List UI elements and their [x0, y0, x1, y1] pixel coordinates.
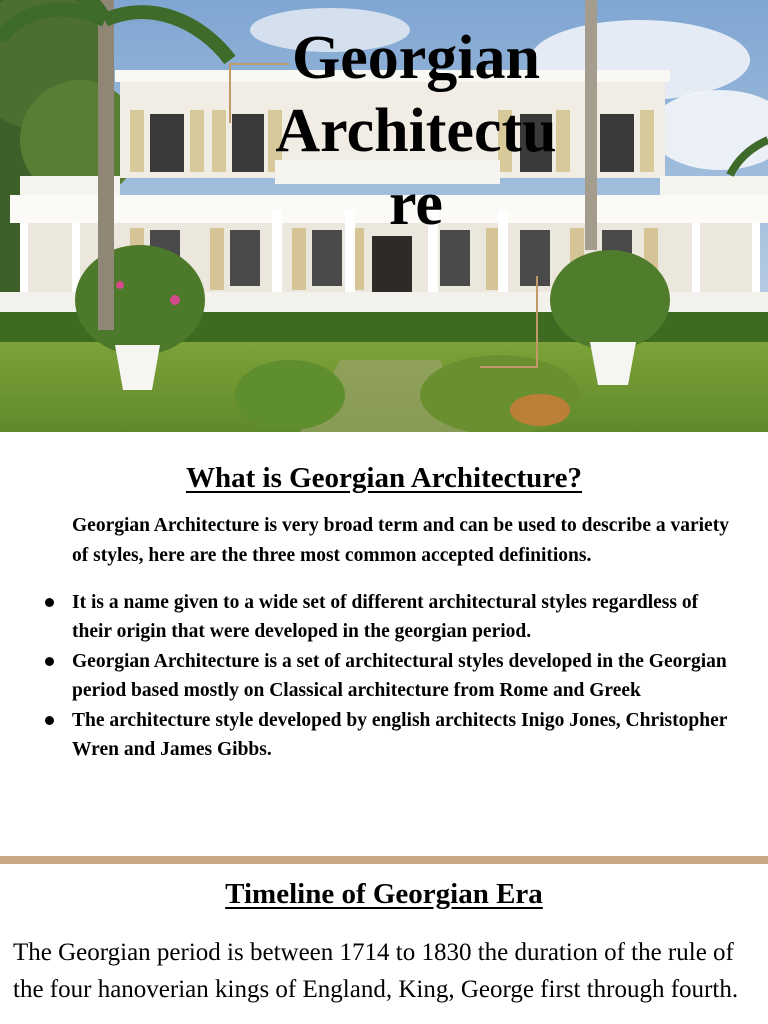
- frame-line-bottom: [480, 366, 538, 368]
- definitions-list: [40, 588, 740, 764]
- section-divider: [0, 856, 768, 864]
- timeline-paragraph: The Georgian period is between 1714 to 1830 the duration of the rule of the four hanoverian kings of England, King, George first through fourth.: [13, 939, 739, 1003]
- bullet-icon: [45, 598, 54, 607]
- section-heading-what-is: What is Georgian Architecture?: [185, 462, 583, 494]
- list-item: [40, 647, 740, 706]
- page-title: Georgian Architectu re: [275, 24, 557, 238]
- section-heading-timeline: Timeline of Georgian Era: [225, 878, 543, 910]
- frame-line-right: [536, 276, 538, 368]
- list-item: [40, 588, 740, 647]
- list-item-text: Georgian Architecture is a set of architectural styles developed in the Georgian period based mostly on Classical architecture from Rome and Greek: [72, 650, 727, 702]
- list-item-text: The architecture style developed by english architects Inigo Jones, Christopher Wren and James Gibbs.: [72, 709, 728, 761]
- frame-line-left: [229, 63, 231, 123]
- bullet-icon: [45, 716, 54, 725]
- intro-paragraph: Georgian Architecture is very broad term and can be used to describe a variety of styles, here are the three most common accepted definitions.: [72, 515, 729, 566]
- list-item-text: It is a name given to a wide set of different architectural styles regardless of their origin that were developed in the georgian period.: [72, 592, 699, 643]
- hero-banner: [0, 0, 768, 432]
- list-item: [40, 706, 740, 765]
- bullet-icon: [45, 657, 54, 666]
